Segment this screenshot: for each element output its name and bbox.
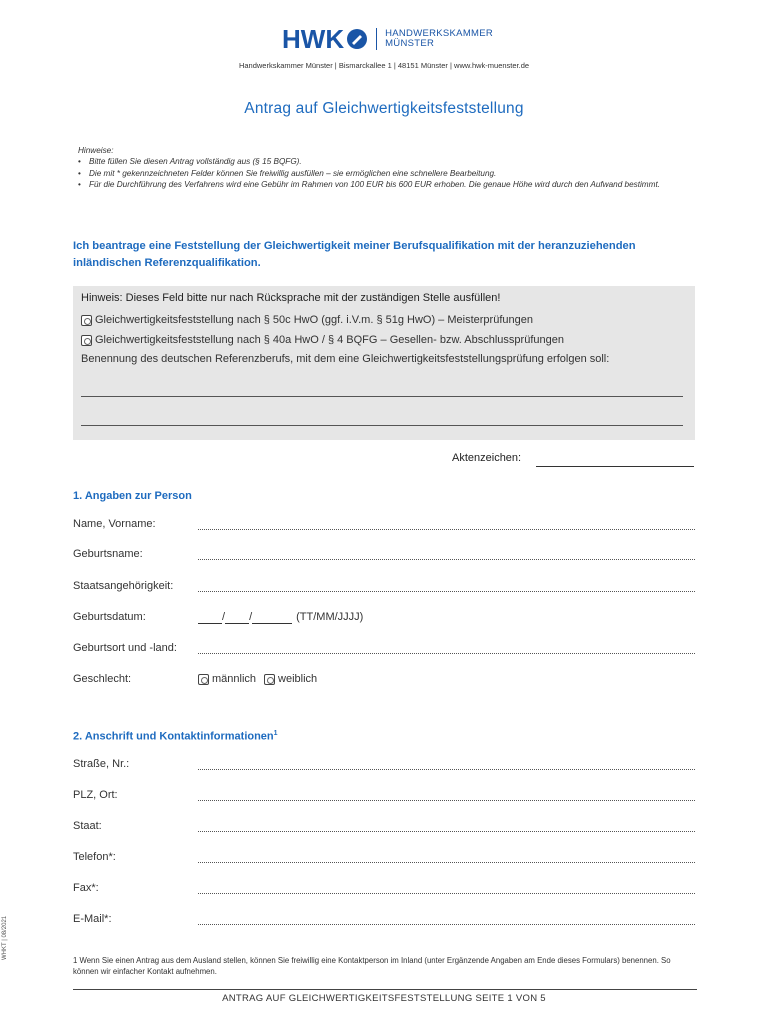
hwk-logo [282, 24, 494, 54]
greybox-heading: Hinweis: Dieses Feld bitte nur nach Rücksprache mit der zuständigen Stelle ausfüllen! [81, 292, 501, 304]
reference-qualification-box [73, 286, 695, 440]
aktenzeichen-label: Aktenzeichen: [452, 452, 522, 464]
fax-field[interactable] [198, 893, 695, 894]
footer-divider [73, 989, 697, 990]
street-field[interactable] [198, 769, 695, 770]
side-code: WHKT | 08/2021 [2, 915, 8, 960]
street-label: Straße, Nr.: [73, 758, 130, 770]
section-2-title: 2. Anschrift und Kontaktinformationen$^1$ [73, 730, 278, 743]
checkbox-gesellen[interactable] [81, 335, 92, 346]
hints-block [78, 145, 698, 190]
checkbox-male[interactable] [198, 674, 209, 685]
phone-label: Telefon*: [73, 851, 116, 863]
field-row-nationality [73, 580, 695, 596]
option-gesellen[interactable] [81, 334, 564, 346]
gender-female-label: weiblich [278, 673, 318, 685]
birthdate-label: Geburtsdatum: [73, 611, 146, 623]
phone-field[interactable] [198, 862, 695, 863]
birthname-field[interactable] [198, 559, 695, 560]
hint-item: • Bitte füllen Sie diesen Antrag vollständig aus (§ 15 BQFG). [78, 156, 698, 167]
nationality-label: Staatsangehörigkeit: [73, 580, 174, 592]
state-field[interactable] [198, 831, 695, 832]
email-label: E-Mail*: [73, 913, 112, 925]
page-title: Antrag auf Gleichwertigkeitsfeststellung [244, 100, 524, 117]
checkbox-meister[interactable] [81, 315, 92, 326]
footnote-mark: 1 [273, 730, 278, 737]
field-row-birthplace [73, 642, 695, 658]
birthdate-year[interactable] [252, 611, 292, 624]
date-format-hint: (TT/MM/JJJJ) [296, 611, 364, 623]
hints-heading: Hinweise: [78, 146, 114, 155]
field-row-phone [73, 851, 695, 867]
gender-label: Geschlecht: [73, 673, 132, 685]
email-field[interactable] [198, 924, 695, 925]
intro-statement: Ich beantrage eine Feststellung der Gleichwertigkeit meiner Berufsqualifikation mit der heranzuziehenden inländischen Referenzqualifikation. [73, 240, 636, 269]
aktenzeichen-field[interactable] [536, 466, 694, 467]
state-label: Staat: [73, 820, 102, 832]
fax-label: Fax*: [73, 882, 99, 894]
option-meister-label: Gleichwertigkeitsfeststellung nach § 50c HwO (ggf. i.V.m. § 51g HwO) – Meisterprüfungen [95, 314, 533, 326]
field-row-zip-city [73, 789, 695, 805]
birthplace-label: Geburtsort und -land: [73, 642, 177, 654]
hints-list [78, 156, 698, 190]
reference-input-line-2[interactable] [81, 425, 683, 426]
field-row-email [73, 913, 695, 929]
logo-letters: HWK [282, 24, 345, 54]
logo-separator [376, 28, 377, 50]
field-row-birthname [73, 548, 695, 564]
zip-city-label: PLZ, Ort: [73, 789, 118, 801]
section-1-title: 1. Angaben zur Person [73, 490, 192, 502]
gender-options [198, 673, 317, 685]
birthdate-field[interactable]: / / (TT/MM/JJJJ) [198, 611, 363, 624]
field-row-state [73, 820, 695, 836]
name-label: Name, Vorname: [73, 518, 156, 530]
field-row-gender [73, 673, 695, 689]
hint-item: • Die mit * gekennzeichneten Felder können Sie freiwillig ausfüllen – sie ermöglichen eine schnellere Bearbeitung. [78, 168, 698, 179]
reference-label: Benennung des deutschen Referenzberufs, mit dem eine Gleichwertigkeitsfeststellungsprüfung erfolgen soll: [81, 353, 610, 365]
header-address: Handwerkskammer Münster | Bismarckallee 1 | 48151 Münster | www.hwk-muenster.de [238, 61, 530, 70]
birthdate-day[interactable] [198, 611, 222, 624]
birthdate-month[interactable] [225, 611, 249, 624]
checkbox-female[interactable] [264, 674, 275, 685]
nationality-field[interactable] [198, 591, 695, 592]
hint-item: • Für die Durchführung des Verfahrens wird eine Gebühr im Rahmen von 100 EUR bis 600 EUR erhoben. Die genaue Höhe wird durch den Aufwand bestimmt. [78, 179, 698, 190]
logo-line-1: HANDWERKSKAMMER [385, 27, 494, 39]
option-gesellen-label: Gleichwertigkeitsfeststellung nach § 40a HwO / § 4 BQFG – Gesellen- bzw. Abschlussprüfungen [95, 334, 564, 346]
option-meister[interactable] [81, 314, 533, 326]
field-row-fax [73, 882, 695, 898]
birthplace-field[interactable] [198, 653, 695, 654]
logo-text [385, 29, 493, 50]
field-row-name [73, 518, 695, 534]
field-row-birthdate [73, 611, 695, 627]
reference-input-line-1[interactable] [81, 396, 683, 397]
footnote: 1 Wenn Sie einen Antrag aus dem Ausland stellen, können Sie freiwillig eine Kontaktperson im Inland (unter Ergänzende Angaben am Ende dieses Formulars) benennen. So können wir einfacher Kontakt aufnehmen. [73, 956, 671, 976]
logo-hammer-icon [346, 28, 368, 50]
logo-line-2: MÜNSTER [385, 38, 435, 49]
name-field[interactable] [198, 529, 695, 530]
field-row-street [73, 758, 695, 774]
zip-city-field[interactable] [198, 800, 695, 801]
page-footer: ANTRAG AUF GLEICHWERTIGKEITSFESTSTELLUNG SEITE 1 VON 5 [222, 993, 546, 1004]
gender-male-label: männlich [212, 673, 257, 685]
birthname-label: Geburtsname: [73, 548, 143, 560]
